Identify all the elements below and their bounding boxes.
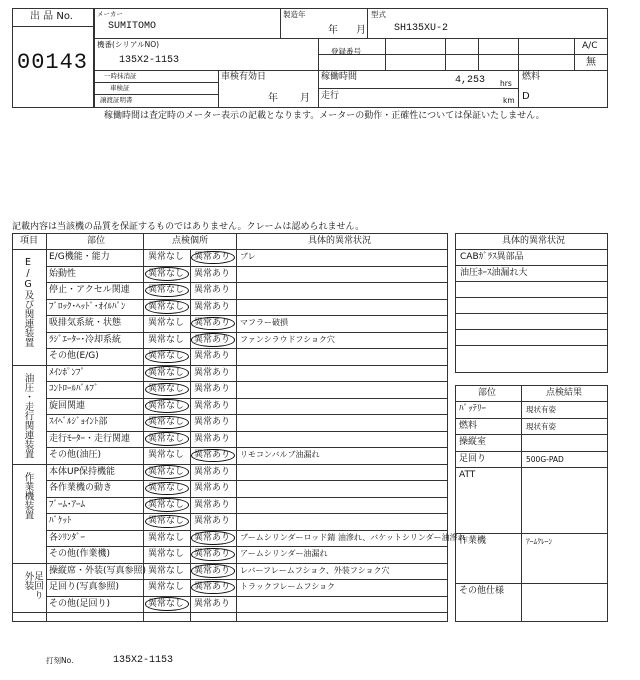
header-detail: 具体的異常状況 <box>308 236 372 246</box>
row-divider <box>46 513 448 514</box>
header-check: 点検個所 <box>172 236 209 246</box>
row-divider <box>46 398 448 399</box>
row-abnormal-label: 異常あり <box>194 384 231 394</box>
row-normal-label: 異常なし <box>148 417 185 427</box>
row-part: ﾒｲﾝﾎﾟﾝﾌﾟ <box>49 367 86 378</box>
disclaimer: 記載内容は当該機の品質を保証するものではありません。クレームは認められません。 <box>12 222 365 232</box>
row-normal-label: 異常なし <box>148 516 185 526</box>
fuel-value: D <box>522 91 530 102</box>
selected-status-circle <box>191 333 235 347</box>
check-row-result: 現状有姿 <box>526 405 556 414</box>
header-category: 項目 <box>20 236 39 246</box>
selected-status-circle <box>145 597 189 611</box>
row-detail: マフラー破損 <box>240 318 288 327</box>
row-part: ｽｲﾍﾞﾙｼﾞｮｲﾝﾄ部 <box>49 417 108 427</box>
row-divider <box>46 530 448 531</box>
row-detail: ブームシリンダーロッド錆 油滲れ、バケットシリンダー油滲れ <box>240 532 466 542</box>
row-normal-label: 異常なし <box>148 483 185 493</box>
row-divider <box>46 381 448 382</box>
selected-status-circle <box>145 416 189 430</box>
selected-status-circle <box>145 366 189 380</box>
row-abnormal-label: 異常あり <box>194 252 231 262</box>
row-divider <box>46 332 448 333</box>
ac-value: 無 <box>586 57 596 68</box>
row-normal-label: 異常なし <box>148 384 185 394</box>
row-part: 旋回関連 <box>49 400 86 411</box>
row-divider <box>46 447 448 448</box>
check-row-result: 500G-PAD <box>526 454 564 464</box>
row-normal-label: 異常なし <box>148 450 185 460</box>
mileage-label: 走行 <box>321 91 340 101</box>
row-divider <box>46 480 448 481</box>
selected-status-circle <box>145 300 189 314</box>
selected-status-circle <box>191 251 235 265</box>
row-abnormal-label: 異常あり <box>194 582 231 592</box>
check-row-divider <box>455 583 608 584</box>
selected-status-circle <box>191 548 235 562</box>
hours-unit: hrs <box>500 79 512 88</box>
row-divider <box>46 464 448 465</box>
expiry-month-unit: 月 <box>300 93 310 104</box>
month-unit: 月 <box>356 25 366 36</box>
selected-status-circle <box>145 399 189 413</box>
right-detail-header: 具体的異常状況 <box>502 236 566 246</box>
row-normal-label: 異常なし <box>148 499 185 510</box>
row-detail: アームシリンダー油漏れ <box>240 549 328 558</box>
temp-cert-label: 一時抹消証 <box>104 72 137 80</box>
row-divider <box>46 315 448 316</box>
row-divider <box>46 414 448 415</box>
row-abnormal-label: 異常あり <box>194 598 231 609</box>
selected-status-circle <box>191 449 235 463</box>
check-header-result: 点検結果 <box>546 388 583 398</box>
group-divider <box>12 464 46 465</box>
row-abnormal-label: 異常あり <box>194 318 231 328</box>
row-normal-label: 異常なし <box>148 252 185 262</box>
row-part: その他(油圧) <box>49 450 102 460</box>
selected-status-circle <box>145 482 189 496</box>
row-abnormal-label: 異常あり <box>194 565 231 576</box>
row-part: 走行ﾓｰﾀｰ・走行関連 <box>49 433 131 444</box>
row-normal-label: 異常なし <box>148 582 185 592</box>
exhibit-number-label: 出 品 No. <box>30 11 73 22</box>
check-row-divider <box>455 467 608 468</box>
row-abnormal-label: 異常あり <box>194 450 231 460</box>
row-divider <box>46 596 448 597</box>
group-label: E/G及び関連装置 <box>22 257 34 347</box>
row-divider <box>46 612 448 613</box>
row-part: 各作業機の動き <box>49 483 113 493</box>
row-normal-label: 異常なし <box>148 367 185 378</box>
group-label: 作業機装置 <box>22 471 34 519</box>
row-detail: リモコンバルブ油漏れ <box>240 450 320 459</box>
check-row-part: 燃料 <box>459 420 478 431</box>
check-row-result: 現状有姿 <box>526 421 556 431</box>
row-detail: レバーフレームフショク、外装フショク穴 <box>240 565 390 575</box>
selected-status-circle <box>191 317 235 331</box>
row-abnormal-label: 異常あり <box>194 516 231 526</box>
row-normal-label: 異常なし <box>148 351 185 361</box>
check-row-part: 足回り <box>459 453 487 464</box>
row-part: ﾊﾞｹｯﾄ <box>49 516 72 526</box>
row-abnormal-label: 異常あり <box>194 301 231 312</box>
stamp-label: 打刻No. <box>46 656 74 665</box>
row-part: 本体UP保持機能 <box>49 466 116 477</box>
row-normal-label: 異常なし <box>148 400 185 411</box>
year-unit: 年 <box>328 25 338 36</box>
serial-label: 機番(シリアルNO) <box>97 40 160 49</box>
header-part: 部位 <box>87 236 106 246</box>
row-abnormal-label: 異常あり <box>194 367 231 378</box>
selected-status-circle <box>145 515 189 529</box>
row-abnormal-label: 異常あり <box>194 499 231 510</box>
row-normal-label: 異常なし <box>148 565 185 576</box>
selected-status-circle <box>145 432 189 446</box>
row-part: 各ｼﾘﾝﾀﾞｰ <box>49 532 86 543</box>
check-row-part: 操縦室 <box>459 437 487 447</box>
row-part: E/G機能・能力 <box>49 252 110 262</box>
row-abnormal-label: 異常あり <box>194 483 231 493</box>
selected-status-circle <box>191 531 235 545</box>
row-part: その他(足回り) <box>49 598 111 609</box>
inspection-cert-label: 車検証 <box>110 84 130 92</box>
ac-label: A/C <box>582 41 598 51</box>
row-detail: ファンシラウドフショク穴 <box>240 334 335 344</box>
model-label: 型式 <box>371 10 386 19</box>
row-normal-label: 異常なし <box>148 433 185 444</box>
row-abnormal-label: 異常あり <box>194 351 231 361</box>
row-normal-label: 異常なし <box>148 334 185 345</box>
check-header-divider <box>455 401 608 402</box>
check-row-divider <box>455 434 608 435</box>
selected-status-circle <box>145 267 189 281</box>
check-row-part: ATT <box>459 470 476 480</box>
row-part: 吸排気系統・状態 <box>49 318 122 328</box>
row-part: 始動性 <box>49 268 77 279</box>
mileage-unit: km <box>503 96 515 105</box>
row-part: ｺﾝﾄﾛｰﾙﾊﾞﾙﾌﾞ <box>49 384 99 394</box>
check-row-part: 作業機 <box>459 536 487 546</box>
row-detail: トラックフレームフショク <box>240 582 336 591</box>
row-abnormal-label: 異常あり <box>194 532 231 543</box>
selected-status-circle <box>145 465 189 479</box>
row-abnormal-label: 異常あり <box>194 268 231 279</box>
selected-status-circle <box>191 581 235 595</box>
row-normal-label: 異常なし <box>148 268 185 279</box>
row-divider <box>46 282 448 283</box>
maker-label: メーカー <box>97 10 123 18</box>
group-label: 油圧・走行関連装置 <box>22 372 34 458</box>
inspection-expiry-label: 車検有効日 <box>221 72 267 82</box>
fuel-label: 燃料 <box>522 72 541 82</box>
selected-status-circle <box>145 498 189 512</box>
row-part: ﾗｼﾞｴｰﾀｰ･冷却系統 <box>49 334 122 345</box>
selected-status-circle <box>191 564 235 578</box>
row-divider <box>46 546 448 547</box>
row-abnormal-label: 異常あり <box>194 417 231 427</box>
selected-status-circle <box>145 284 189 298</box>
row-divider <box>46 299 448 300</box>
registration-label: 登録番号 <box>331 47 361 56</box>
row-divider <box>46 579 448 580</box>
row-divider <box>46 365 448 366</box>
expiry-year-unit: 年 <box>268 93 278 104</box>
model-value: SH135XU-2 <box>394 23 449 34</box>
row-divider <box>46 348 448 349</box>
row-abnormal-label: 異常あり <box>194 400 231 411</box>
row-abnormal-label: 異常あり <box>194 334 231 345</box>
group-label: 足回り外装 <box>22 570 43 599</box>
exhibit-number: 00143 <box>17 50 89 75</box>
hours-label: 稼働時間 <box>321 72 358 82</box>
row-abnormal-label: 異常あり <box>194 466 231 477</box>
row-normal-label: 異常なし <box>148 549 185 559</box>
row-normal-label: 異常なし <box>148 466 185 477</box>
row-divider <box>46 497 448 498</box>
row-detail: ブレ <box>240 252 256 261</box>
check-row-divider <box>455 533 608 534</box>
check-row-divider <box>455 418 608 419</box>
check-row-divider <box>455 451 608 452</box>
row-normal-label: 異常なし <box>148 598 185 609</box>
row-part: 足回り(写真参照) <box>49 582 120 592</box>
row-abnormal-label: 異常あり <box>194 549 231 559</box>
row-normal-label: 異常なし <box>148 532 185 543</box>
row-divider <box>46 563 448 564</box>
stamp-value: 135X2-1153 <box>113 655 174 666</box>
check-header-part: 部位 <box>478 388 497 398</box>
row-part: その他(E/G) <box>49 351 99 361</box>
year-label: 製造年 <box>283 10 306 19</box>
row-normal-label: 異常なし <box>148 318 185 328</box>
selected-status-circle <box>145 383 189 397</box>
hours-note: 稼働時間は査定時のメーター表示の記載となります。メーターの動作・正確性については保証いたしません。 <box>104 111 545 121</box>
row-normal-label: 異常なし <box>148 285 185 295</box>
right-detail-item: CABｶﾞﾗｽ異部品 <box>460 252 524 262</box>
row-part: 操縦席・外装(写真参照) <box>49 565 147 576</box>
row-normal-label: 異常なし <box>148 301 185 312</box>
group-divider <box>12 563 46 564</box>
row-divider <box>46 431 448 432</box>
maker-value: SUMITOMO <box>108 21 157 32</box>
group-divider <box>12 612 46 613</box>
transfer-cert-label: 譲渡証明書 <box>100 96 133 104</box>
row-part: その他(作業機) <box>49 549 111 559</box>
row-part: 停止・アクセル関連 <box>49 285 130 295</box>
check-row-part: ﾊﾞｯﾃﾘｰ <box>459 404 487 414</box>
row-part: ﾌﾞﾛｯｸ･ﾍｯﾄﾞ･ｵｲﾙﾊﾟﾝ <box>49 301 126 312</box>
row-part: ﾌﾞｰﾑ･ｱｰﾑ <box>49 499 86 510</box>
row-divider <box>46 266 448 267</box>
check-row-part: その他仕様 <box>459 585 505 596</box>
serial-value: 135X2-1153 <box>119 55 180 66</box>
group-divider <box>12 365 46 366</box>
row-abnormal-label: 異常あり <box>194 285 231 295</box>
selected-status-circle <box>145 350 189 364</box>
hours-value: 4,253 <box>455 75 486 86</box>
check-row-result: ｱｰﾑｸﾚｰﾝ <box>526 537 553 546</box>
row-abnormal-label: 異常あり <box>194 433 231 444</box>
right-detail-item: 油圧ﾎｰｽ油漏れ大 <box>460 268 528 278</box>
